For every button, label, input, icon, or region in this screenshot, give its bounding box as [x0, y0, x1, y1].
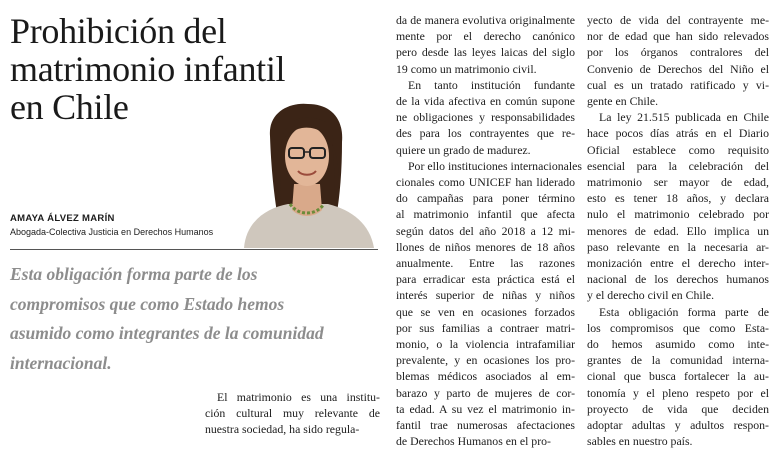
- body-text-line: esencial para la celebración del: [587, 158, 769, 173]
- body-text-line: pero desde las leyes laicas del siglo: [396, 45, 575, 60]
- body-text-line: 19 como un matrimonio civil.: [396, 61, 537, 76]
- body-text-line: Oficial establece como requisito: [587, 142, 769, 157]
- body-text-line: paso relevante en la necesaria ar-: [587, 239, 769, 254]
- body-text-line: nor de edad que han sido relevados: [587, 29, 769, 44]
- body-text-line: Esta obligación forma parte de: [599, 304, 769, 319]
- body-text-line: Convenio de Derechos del Niño el: [587, 61, 769, 76]
- body-text-line: barazo y parto de mujeres de cor-: [396, 385, 575, 400]
- body-text-line: yecto de vida del contrayente me-: [587, 13, 769, 27]
- headline-line: en Chile: [10, 87, 129, 127]
- body-text-line: do hemos asumido como inte-: [587, 337, 769, 352]
- body-text-line: monio, o la violencia intrafamiliar: [396, 337, 575, 352]
- divider: [10, 249, 378, 250]
- body-column-3: [587, 12, 769, 449]
- body-text-line: para erradicar esta práctica está el: [396, 272, 575, 287]
- body-text-line: fantil trae numerosas afectaciones: [396, 418, 575, 433]
- author-name: AMAYA ÁLVEZ MARÍN: [10, 213, 115, 224]
- body-column-2: [396, 12, 582, 449]
- body-text-line: do campañas para poner término: [396, 191, 575, 206]
- body-column-1: [205, 389, 380, 438]
- author-role: Abogada-Colectiva Justicia en Derechos Humanos: [10, 227, 214, 237]
- body-text-line: cionales como UNICEF han liderado: [396, 175, 575, 190]
- body-text-line: anualmente. Entre las razones: [396, 256, 575, 271]
- body-text-line: interés superior de niñas y niños: [396, 288, 575, 303]
- body-text-line: proyecto de vida que deciden: [587, 401, 769, 416]
- pull-quote-line: Esta obligación forma parte de los: [10, 264, 258, 284]
- body-text-line: los compromisos que como Esta-: [587, 320, 769, 335]
- body-text-line: El matrimonio es una institu-: [217, 390, 380, 404]
- body-text-line: hace pocos días atrás en el Diario: [587, 126, 769, 141]
- body-text-line: nacional de los derechos humanos: [587, 272, 769, 287]
- body-text-line: matrimonio ser mayor de edad,: [587, 175, 769, 190]
- body-text-line: por los órganos contralores del: [587, 45, 769, 60]
- body-text-line: Por ello instituciones internacionales: [408, 158, 582, 173]
- body-text-line: ne obligaciones y responsabilidades: [396, 110, 575, 125]
- body-text-line: tonomía y el pleno respeto por el: [587, 385, 769, 400]
- body-text-line: quiere un grado de madurez.: [396, 142, 531, 157]
- body-text-line: al matrimonio infantil que afecta: [396, 207, 575, 222]
- body-text-line: monización entre el derecho inter-: [587, 256, 769, 271]
- body-text-line: da de manera evolutiva originalmente: [396, 13, 575, 27]
- body-text-line: llones de niños menores de 18 años: [396, 239, 575, 254]
- body-text-line: esto es tener 18 años, y declara: [587, 191, 769, 206]
- body-text-line: des para los contrayentes que re-: [396, 126, 575, 141]
- body-text-line: y el derecho civil en Chile.: [587, 288, 715, 303]
- pull-quote-line: compromisos que como Estado hemos: [10, 293, 285, 314]
- body-text-line: ta edad. A su vez el matrimonio in-: [396, 401, 575, 416]
- headline-line: matrimonio infantil: [10, 49, 286, 89]
- body-text-line: por sus familias a contraer matri-: [396, 320, 575, 335]
- pull-quote-line: internacional.: [10, 352, 112, 373]
- body-text-line: menores de edad. Ello implica un: [587, 223, 769, 238]
- body-text-line: nuestra sociedad, ha sido regula-: [205, 422, 360, 437]
- body-text-line: sables en nuestro país.: [587, 434, 693, 449]
- body-text-line: nulo el matrimonio celebrado por: [587, 207, 769, 222]
- body-text-line: que se ven en ocasiones forzados: [396, 304, 575, 319]
- pull-quote-line: asumido como integrantes de la comunidad: [10, 323, 324, 343]
- body-text-line: blemas médicos asociados al em-: [396, 369, 575, 384]
- author-photo: [236, 100, 378, 248]
- body-text-line: En tanto institución fundante: [408, 77, 575, 92]
- body-text-line: mente por el derecho canónico: [396, 29, 575, 44]
- body-text-line: grantes de la comunidad interna-: [587, 353, 769, 368]
- body-text-line: cual es un tratado ratificado y vi-: [587, 77, 769, 92]
- body-text-line: de Derechos Humanos en el pro-: [396, 434, 551, 449]
- headline-line: Prohibición del: [10, 11, 227, 51]
- body-text-line: ción cultural muy relevante de: [205, 406, 380, 421]
- body-text-line: de la vida afectiva en común supone: [396, 94, 575, 109]
- body-text-line: adoptar adultas y adultos respon-: [587, 418, 769, 433]
- body-text-line: gente en Chile.: [587, 94, 659, 109]
- body-text-line: prevalente, y en ocasiones los pro-: [396, 353, 575, 368]
- body-text-line: cional que busca fortalecer la au-: [587, 369, 769, 384]
- body-text-line: La ley 21.515 publicada en Chile: [599, 110, 769, 125]
- pull-quote: [10, 260, 380, 378]
- body-text-line: según datos del año 2018 a 12 mi-: [396, 223, 575, 238]
